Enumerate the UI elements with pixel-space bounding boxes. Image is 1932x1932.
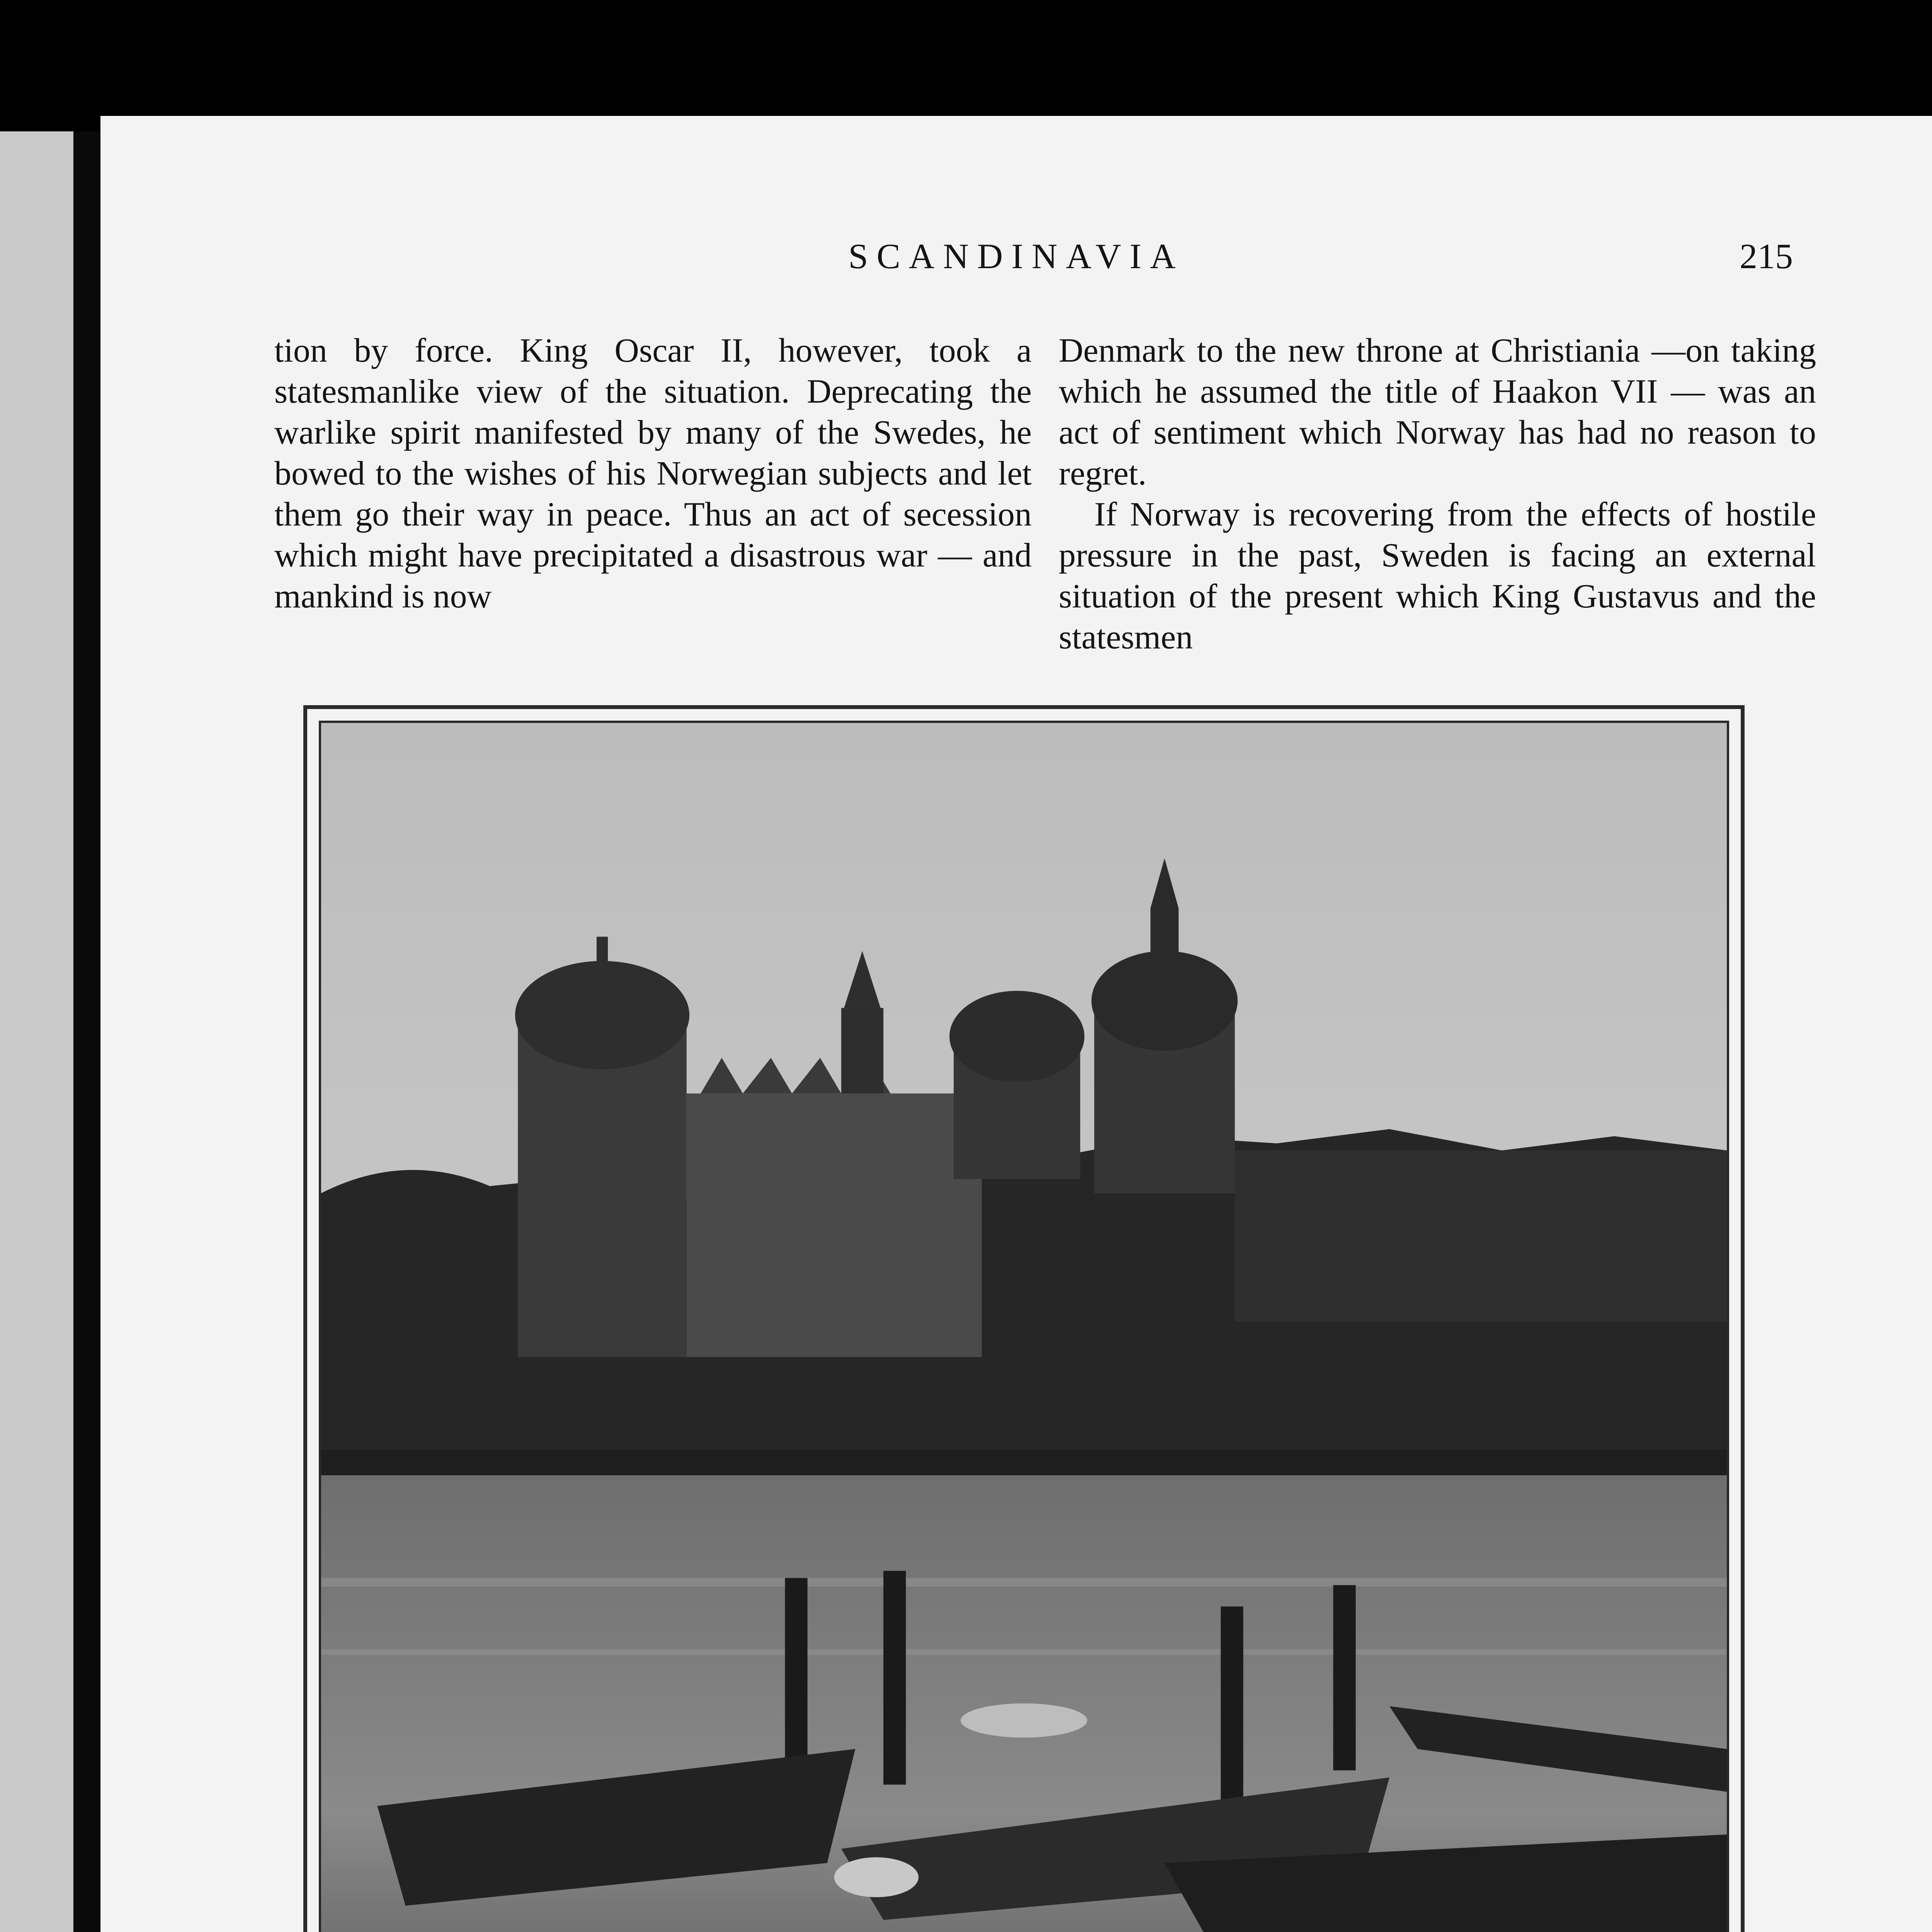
photo-frame: [303, 705, 1745, 1932]
paragraph: Denmark to the new throne at Christiania —on taking which he assumed the title of Haakon VII — was an act of sentiment which Norway has had no reason to regret.: [1059, 332, 1816, 492]
paragraph: tion by force. King Oscar II, however, took a statesmanlike view of the situation. Deprecating the warlike spirit manifested by many of the Swedes, he bowed to the wishes of his Norwegian subjects and let them go their way in peace. Thus an act of secession which might have precipitated a disastrous war — and mankind is now: [274, 332, 1032, 615]
castle-photograph: [321, 723, 1727, 1932]
book-gutter: [73, 131, 100, 1932]
photo-border: [319, 721, 1729, 1932]
facing-page-edge: [0, 131, 73, 1932]
page-number: 215: [1740, 236, 1793, 276]
book-page: [100, 116, 1932, 1932]
running-head: SCANDINAVIA: [848, 236, 1184, 276]
paragraph: If Norway is recovering from the effects of hostile pressure in the past, Sweden is facing an external situation of the present which King Gustavus and the statesmen: [1059, 496, 1816, 656]
top-right-column: [1059, 330, 1816, 658]
top-left-column: [274, 330, 1032, 617]
